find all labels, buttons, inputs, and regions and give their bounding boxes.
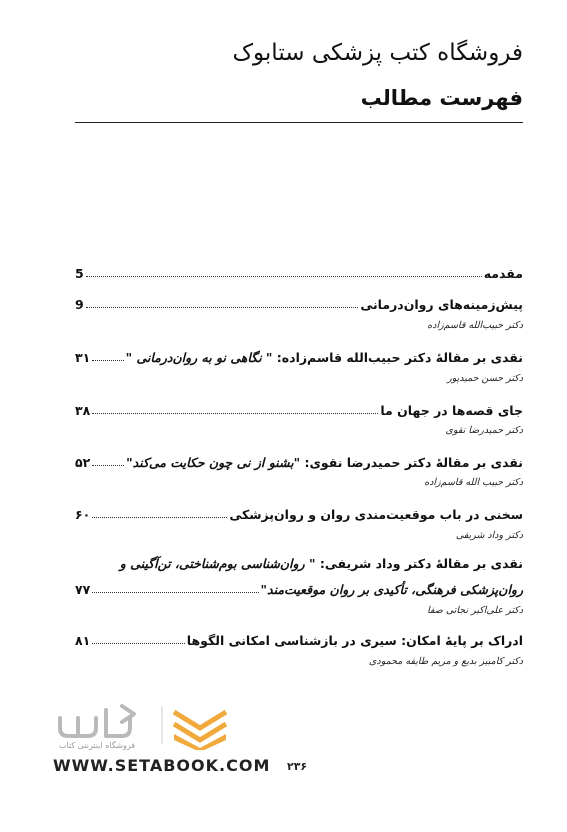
- toc-title: فهرست مطالب: [360, 86, 523, 110]
- entry-page: ۸۱: [75, 633, 91, 648]
- entry-title: مقدمه: [483, 266, 523, 281]
- toc-entry: [75, 345, 523, 365]
- entry-page: 9: [75, 297, 84, 312]
- entry-quote: " نگاهی نو به روان‌درمانی ": [125, 350, 273, 365]
- svg-text:فروشگاه اینترنتی کتاب: فروشگاه اینترنتی کتاب: [58, 741, 136, 750]
- entry-page: 5: [75, 266, 84, 281]
- setabook-logo: [52, 700, 242, 750]
- entry-author: دکتر علی‌اکبر نجاتی صفا: [427, 605, 523, 616]
- store-title: فروشگاه کتب پزشکی ستابوک: [232, 40, 523, 66]
- entry-title-line-2: روان‌پزشکی فرهنگی، تأکیدی بر روان موقعیت‌مند": [260, 582, 523, 597]
- entry-page: ۵۲: [75, 455, 91, 470]
- entry-quote: " روان‌شناسی بوم‌شناختی، تن‌آگینی و: [119, 556, 316, 571]
- page-number: ۲۳۶: [287, 760, 308, 773]
- entry-author: دکتر حمیدرضا نقوی: [445, 425, 523, 436]
- dot-leader: [92, 592, 258, 593]
- dot-leader: [92, 517, 227, 518]
- title-rule: [75, 122, 523, 123]
- toc-entry: [75, 577, 523, 597]
- entry-author: دکتر کامبیز بدیع و مریم طایفه محمودی: [369, 656, 523, 667]
- dot-leader: [92, 465, 124, 466]
- entry-author: دکتر حسن حمیدپور: [447, 373, 523, 384]
- entry-title: پیش‌زمینه‌های روان‌درمانی: [360, 297, 523, 312]
- dot-leader: [92, 360, 123, 361]
- website-url: WWW.SETABOOK.COM: [53, 756, 271, 775]
- dot-leader: [92, 643, 185, 644]
- entry-author: دکتر حبیب الله قاسم‌زاده: [424, 477, 523, 488]
- toc-entry: [75, 502, 523, 522]
- toc-entry: [75, 628, 523, 648]
- dot-leader: [86, 276, 482, 277]
- dot-leader: [86, 307, 359, 308]
- entry-page: ۳۱: [75, 350, 91, 365]
- entry-title: جای قصه‌ها در جهان ما: [380, 403, 523, 418]
- toc-entry: [75, 450, 523, 470]
- entry-page: ۷۷: [75, 582, 91, 597]
- dot-leader: [92, 413, 378, 414]
- entry-line-1: نقدی بر مقالهٔ دکتر وداد شریفی: " روان‌شناسی بوم‌شناختی، تن‌آگینی و: [119, 556, 523, 571]
- entry-title: نقدی بر مقالهٔ دکتر حمیدرضا نقوی: "بشنو از نی چون حکایت می‌کند": [126, 455, 523, 470]
- entry-title: ادراک بر پایهٔ امکان: سیری در بازشناسی امکانی الگوها: [186, 633, 523, 648]
- toc-entry: [75, 398, 523, 418]
- entry-page: ۶۰: [75, 507, 91, 522]
- entry-page: ۳۸: [75, 403, 91, 418]
- entry-quote: "بشنو از نی چون حکایت می‌کند": [126, 455, 301, 470]
- entry-title: نقدی بر مقالهٔ دکتر حبیب‌الله قاسم‌زاده: " نگاهی نو به روان‌درمانی ": [125, 350, 523, 365]
- toc-entry: [75, 261, 523, 281]
- toc-entry: [75, 292, 523, 312]
- entry-title: سخنی در باب موقعیت‌مندی روان و روان‌پزشکی: [229, 507, 523, 522]
- entry-author: دکتر حبیب‌الله قاسم‌زاده: [427, 320, 523, 331]
- entry-author: دکتر وداد شریفی: [455, 530, 523, 541]
